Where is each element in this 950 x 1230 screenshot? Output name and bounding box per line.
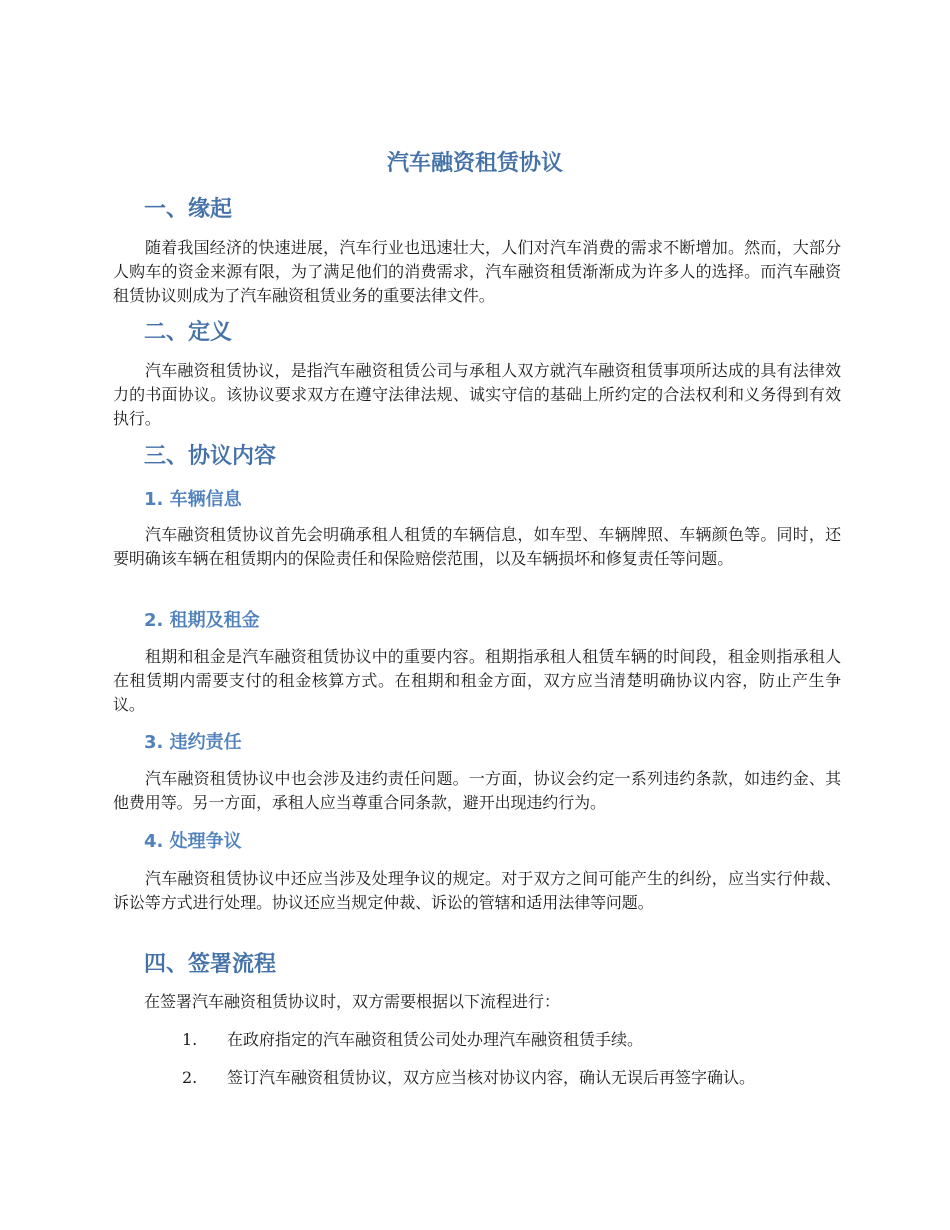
list-item (0, 1028, 950, 1052)
list-item (0, 1066, 950, 1090)
section-heading-origin: 一、缘起 (144, 197, 233, 222)
subsection-heading-term-rent: 2. 租期及租金 (144, 610, 260, 631)
list-text: 在政府指定的汽车融资租赁公司处办理汽车融资租赁手续。 (227, 1030, 644, 1049)
subsection-body-disputes: 汽车融资租赁协议中还应当涉及处理争议的规定。对于双方之间可能产生的纠纷，应当实行仲裁、诉讼等方式进行处理。协议还应当规定仲裁、诉讼的管辖和适用法律等问题。 (113, 869, 841, 912)
subsection-body-term-rent: 租期和租金是汽车融资租赁协议中的重要内容。租期指承租人租赁车辆的时间段，租金则指承租人在租赁期内需要支付的租金核算方式。在租期和租金方面，双方应当清楚明确协议内容，防止产生争议。 (113, 647, 841, 714)
section-heading-contents: 三、协议内容 (144, 444, 277, 469)
list-number: 1. (182, 1030, 198, 1049)
section-body-definition: 汽车融资租赁协议，是指汽车融资租赁公司与承租人双方就汽车融资租赁事项所达成的具有法律效力的书面协议。该协议要求双方在遵守法律法规、诚实守信的基础上所约定的合法权利和义务得到有效执行。 (113, 361, 841, 428)
subsection-body-vehicle-info: 汽车融资租赁协议首先会明确承租人租赁的车辆信息，如车型、车辆牌照、车辆颜色等。同时，还要明确该车辆在租赁期内的保险责任和保险赔偿范围，以及车辆损坏和修复责任等问题。 (113, 525, 841, 568)
section-heading-signing: 四、签署流程 (144, 952, 277, 977)
list-number: 2. (182, 1068, 198, 1087)
document-title: 汽车融资租赁协议 (386, 151, 563, 176)
section-body-origin: 随着我国经济的快速进展，汽车行业也迅速壮大，人们对汽车消费的需求不断增加。然而，大部分人购车的资金来源有限，为了满足他们的消费需求，汽车融资租赁渐渐成为许多人的选择。而汽车融资租赁协议则成为了汽车融资租赁业务的重要法律文件。 (113, 238, 841, 305)
subsection-heading-vehicle-info: 1. 车辆信息 (144, 489, 242, 510)
list-text: 签订汽车融资租赁协议，双方应当核对协议内容，确认无误后再签字确认。 (227, 1068, 756, 1087)
subsection-heading-liability: 3. 违约责任 (144, 732, 242, 753)
section-intro-signing: 在签署汽车融资租赁协议时，双方需要根据以下流程进行： (144, 992, 561, 1011)
subsection-body-liability: 汽车融资租赁协议中也会涉及违约责任问题。一方面，协议会约定一系列违约条款，如违约金、其他费用等。另一方面，承租人应当尊重合同条款，避开出现违约行为。 (113, 769, 841, 812)
section-heading-definition: 二、定义 (144, 320, 233, 345)
subsection-heading-disputes: 4. 处理争议 (144, 831, 242, 852)
